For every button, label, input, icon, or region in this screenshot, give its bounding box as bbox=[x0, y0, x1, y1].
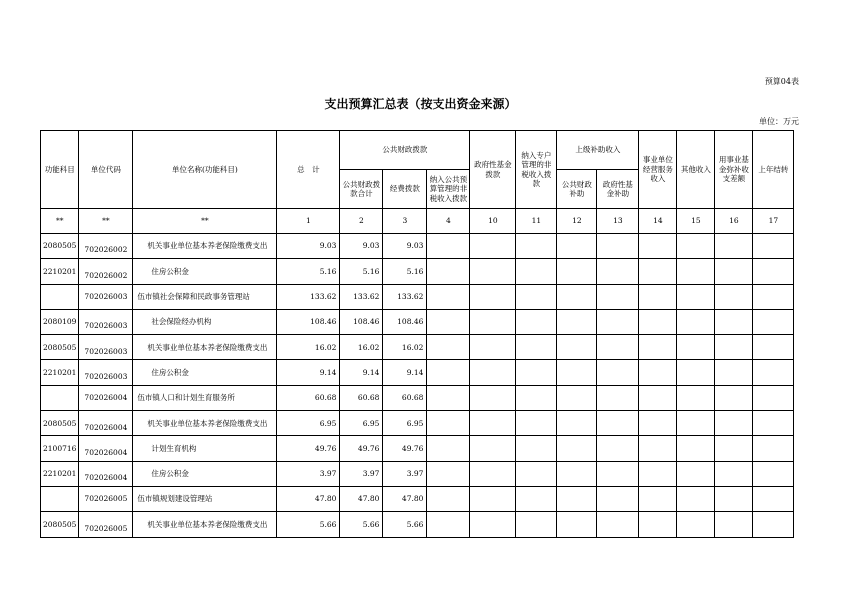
pf-total-cell: 9.14 bbox=[340, 360, 383, 385]
empty-cell bbox=[753, 335, 794, 360]
empty-cell bbox=[516, 512, 557, 537]
empty-cell bbox=[470, 461, 516, 486]
index-cell: ** bbox=[79, 209, 133, 234]
pf-total-cell: 9.03 bbox=[340, 234, 383, 259]
total-cell: 49.76 bbox=[277, 436, 340, 461]
empty-cell bbox=[677, 461, 715, 486]
unit-code-cell: 702026005 bbox=[79, 486, 133, 511]
empty-cell bbox=[470, 411, 516, 436]
header-total: 总 计 bbox=[277, 131, 340, 209]
empty-cell bbox=[427, 234, 470, 259]
funding-cell: 60.68 bbox=[383, 385, 427, 410]
empty-cell bbox=[753, 360, 794, 385]
header-business-income: 事业单位经营服务收入 bbox=[639, 131, 677, 209]
empty-cell bbox=[516, 284, 557, 309]
empty-cell bbox=[516, 335, 557, 360]
func-code-cell bbox=[41, 486, 79, 511]
header-gov-fund: 政府性基金拨款 bbox=[470, 131, 516, 209]
empty-cell bbox=[427, 512, 470, 537]
empty-cell bbox=[427, 461, 470, 486]
empty-cell bbox=[753, 259, 794, 284]
empty-cell bbox=[516, 234, 557, 259]
index-cell: 13 bbox=[597, 209, 639, 234]
empty-cell bbox=[597, 360, 639, 385]
unit-name-cell: 社会保险经办机构 bbox=[133, 309, 277, 334]
empty-cell bbox=[715, 234, 753, 259]
total-cell: 5.66 bbox=[277, 512, 340, 537]
table-row bbox=[41, 461, 794, 486]
header-pf-budget-mgmt: 纳入公共预算管理的非税收入拨款 bbox=[427, 170, 470, 209]
empty-cell bbox=[557, 335, 597, 360]
header-unit-code: 单位代码 bbox=[79, 131, 133, 209]
table-row bbox=[41, 259, 794, 284]
empty-cell bbox=[677, 360, 715, 385]
total-cell: 60.68 bbox=[277, 385, 340, 410]
header-func-code: 功能科目 bbox=[41, 131, 79, 209]
empty-cell bbox=[639, 335, 677, 360]
empty-cell bbox=[557, 512, 597, 537]
pf-total-cell: 60.68 bbox=[340, 385, 383, 410]
empty-cell bbox=[427, 309, 470, 334]
funding-cell: 5.66 bbox=[383, 512, 427, 537]
total-cell: 5.16 bbox=[277, 259, 340, 284]
empty-cell bbox=[470, 360, 516, 385]
func-code-cell: 2210201 bbox=[41, 360, 79, 385]
unit-name-cell: 伍市镇人口和计划生育服务所 bbox=[133, 385, 277, 410]
empty-cell bbox=[597, 411, 639, 436]
empty-cell bbox=[715, 436, 753, 461]
index-cell: 14 bbox=[639, 209, 677, 234]
funding-cell: 9.03 bbox=[383, 234, 427, 259]
header-pf-total: 公共财政拨款合计 bbox=[340, 170, 383, 209]
pf-total-cell: 5.66 bbox=[340, 512, 383, 537]
index-cell: 17 bbox=[753, 209, 794, 234]
empty-cell bbox=[715, 360, 753, 385]
empty-cell bbox=[597, 309, 639, 334]
empty-cell bbox=[597, 259, 639, 284]
index-cell: 15 bbox=[677, 209, 715, 234]
empty-cell bbox=[715, 461, 753, 486]
empty-cell bbox=[639, 259, 677, 284]
empty-cell bbox=[753, 234, 794, 259]
unit-name-cell: 机关事业单位基本养老保险缴费支出 bbox=[133, 335, 277, 360]
unit-name-cell: 伍市镇规划建设管理站 bbox=[133, 486, 277, 511]
pf-total-cell: 5.16 bbox=[340, 259, 383, 284]
empty-cell bbox=[639, 284, 677, 309]
empty-cell bbox=[470, 284, 516, 309]
unit-code-cell: 702026004 bbox=[79, 461, 133, 486]
index-cell: 10 bbox=[470, 209, 516, 234]
empty-cell bbox=[557, 259, 597, 284]
empty-cell bbox=[715, 259, 753, 284]
funding-cell: 108.46 bbox=[383, 309, 427, 334]
empty-cell bbox=[597, 385, 639, 410]
table-row bbox=[41, 335, 794, 360]
unit-code-cell: 702026004 bbox=[79, 411, 133, 436]
funding-cell: 16.02 bbox=[383, 335, 427, 360]
unit-code-cell: 702026004 bbox=[79, 436, 133, 461]
empty-cell bbox=[516, 360, 557, 385]
pf-total-cell: 47.80 bbox=[340, 486, 383, 511]
empty-cell bbox=[597, 284, 639, 309]
empty-cell bbox=[427, 284, 470, 309]
func-code-cell: 2080505 bbox=[41, 335, 79, 360]
header-fund-gap: 用事业基金弥补收支差额 bbox=[715, 131, 753, 209]
empty-cell bbox=[427, 486, 470, 511]
header-superior-subsidy: 上级补助收入 bbox=[557, 131, 639, 170]
header-special-nontax: 纳入专户管理的非税收入拨款 bbox=[516, 131, 557, 209]
empty-cell bbox=[470, 335, 516, 360]
empty-cell bbox=[715, 309, 753, 334]
func-code-cell: 2080505 bbox=[41, 234, 79, 259]
header-other-income: 其他收入 bbox=[677, 131, 715, 209]
unit-code-cell: 702026004 bbox=[79, 385, 133, 410]
header-sub-gov: 政府性基金补助 bbox=[597, 170, 639, 209]
func-code-cell: 2210201 bbox=[41, 461, 79, 486]
empty-cell bbox=[427, 436, 470, 461]
empty-cell bbox=[557, 486, 597, 511]
empty-cell bbox=[516, 411, 557, 436]
empty-cell bbox=[753, 461, 794, 486]
empty-cell bbox=[516, 309, 557, 334]
total-cell: 108.46 bbox=[277, 309, 340, 334]
index-cell: 4 bbox=[427, 209, 470, 234]
header-carryover: 上年结转 bbox=[753, 131, 794, 209]
empty-cell bbox=[557, 436, 597, 461]
unit-name-cell: 住房公积金 bbox=[133, 461, 277, 486]
pf-total-cell: 6.95 bbox=[340, 411, 383, 436]
total-cell: 47.80 bbox=[277, 486, 340, 511]
func-code-cell: 2210201 bbox=[41, 259, 79, 284]
func-code-cell: 2080109 bbox=[41, 309, 79, 334]
table-row bbox=[41, 411, 794, 436]
unit-code-cell: 702026005 bbox=[79, 512, 133, 537]
empty-cell bbox=[470, 385, 516, 410]
empty-cell bbox=[639, 385, 677, 410]
table-row bbox=[41, 436, 794, 461]
empty-cell bbox=[753, 385, 794, 410]
header-sub-public: 公共财政补助 bbox=[557, 170, 597, 209]
empty-cell bbox=[470, 512, 516, 537]
empty-cell bbox=[677, 284, 715, 309]
empty-cell bbox=[639, 436, 677, 461]
empty-cell bbox=[753, 512, 794, 537]
empty-cell bbox=[639, 512, 677, 537]
unit-name-cell: 机关事业单位基本养老保险缴费支出 bbox=[133, 411, 277, 436]
total-cell: 133.62 bbox=[277, 284, 340, 309]
empty-cell bbox=[516, 385, 557, 410]
empty-cell bbox=[516, 486, 557, 511]
empty-cell bbox=[597, 486, 639, 511]
empty-cell bbox=[597, 335, 639, 360]
empty-cell bbox=[677, 309, 715, 334]
unit-code-cell: 702026002 bbox=[79, 234, 133, 259]
unit-code-cell: 702026003 bbox=[79, 284, 133, 309]
index-cell: 11 bbox=[516, 209, 557, 234]
func-code-cell bbox=[41, 385, 79, 410]
empty-cell bbox=[677, 512, 715, 537]
table-row bbox=[41, 385, 794, 410]
empty-cell bbox=[516, 259, 557, 284]
budget-table bbox=[40, 130, 794, 538]
index-cell: 3 bbox=[383, 209, 427, 234]
empty-cell bbox=[715, 284, 753, 309]
empty-cell bbox=[677, 411, 715, 436]
table-row bbox=[41, 486, 794, 511]
pf-total-cell: 3.97 bbox=[340, 461, 383, 486]
table-row bbox=[41, 284, 794, 309]
funding-cell: 6.95 bbox=[383, 411, 427, 436]
table-row bbox=[41, 234, 794, 259]
empty-cell bbox=[639, 486, 677, 511]
pf-total-cell: 108.46 bbox=[340, 309, 383, 334]
unit-name-cell: 住房公积金 bbox=[133, 259, 277, 284]
empty-cell bbox=[753, 284, 794, 309]
empty-cell bbox=[516, 461, 557, 486]
empty-cell bbox=[427, 259, 470, 284]
unit-name-cell: 机关事业单位基本养老保险缴费支出 bbox=[133, 512, 277, 537]
total-cell: 3.97 bbox=[277, 461, 340, 486]
empty-cell bbox=[597, 461, 639, 486]
empty-cell bbox=[597, 234, 639, 259]
report-title: 支出预算汇总表（按支出资金来源） bbox=[324, 97, 517, 111]
header-pf-funding: 经费拨款 bbox=[383, 170, 427, 209]
empty-cell bbox=[677, 234, 715, 259]
empty-cell bbox=[427, 385, 470, 410]
form-code: 预算04表 bbox=[764, 77, 799, 86]
table-row bbox=[41, 360, 794, 385]
empty-cell bbox=[639, 411, 677, 436]
index-cell: ** bbox=[133, 209, 277, 234]
pf-total-cell: 16.02 bbox=[340, 335, 383, 360]
funding-cell: 133.62 bbox=[383, 284, 427, 309]
unit-label: 单位：万元 bbox=[759, 117, 799, 126]
empty-cell bbox=[427, 335, 470, 360]
table-row bbox=[41, 512, 794, 537]
pf-total-cell: 133.62 bbox=[340, 284, 383, 309]
empty-cell bbox=[427, 360, 470, 385]
index-cell: 16 bbox=[715, 209, 753, 234]
funding-cell: 3.97 bbox=[383, 461, 427, 486]
pf-total-cell: 49.76 bbox=[340, 436, 383, 461]
empty-cell bbox=[557, 309, 597, 334]
empty-cell bbox=[557, 234, 597, 259]
empty-cell bbox=[557, 360, 597, 385]
empty-cell bbox=[715, 486, 753, 511]
unit-code-cell: 702026003 bbox=[79, 360, 133, 385]
index-cell: 12 bbox=[557, 209, 597, 234]
empty-cell bbox=[597, 512, 639, 537]
index-cell: 2 bbox=[340, 209, 383, 234]
empty-cell bbox=[753, 309, 794, 334]
empty-cell bbox=[715, 411, 753, 436]
table-row bbox=[41, 309, 794, 334]
total-cell: 16.02 bbox=[277, 335, 340, 360]
unit-name-cell: 机关事业单位基本养老保险缴费支出 bbox=[133, 234, 277, 259]
unit-code-cell: 702026002 bbox=[79, 259, 133, 284]
empty-cell bbox=[715, 335, 753, 360]
empty-cell bbox=[639, 309, 677, 334]
funding-cell: 49.76 bbox=[383, 436, 427, 461]
empty-cell bbox=[470, 486, 516, 511]
empty-cell bbox=[639, 360, 677, 385]
func-code-cell: 2080505 bbox=[41, 512, 79, 537]
empty-cell bbox=[597, 436, 639, 461]
empty-cell bbox=[677, 335, 715, 360]
empty-cell bbox=[715, 512, 753, 537]
empty-cell bbox=[557, 461, 597, 486]
total-cell: 9.03 bbox=[277, 234, 340, 259]
empty-cell bbox=[677, 385, 715, 410]
empty-cell bbox=[753, 486, 794, 511]
index-cell: ** bbox=[41, 209, 79, 234]
empty-cell bbox=[715, 385, 753, 410]
func-code-cell bbox=[41, 284, 79, 309]
header-unit-name: 单位名称(功能科目) bbox=[133, 131, 277, 209]
empty-cell bbox=[557, 284, 597, 309]
empty-cell bbox=[427, 411, 470, 436]
empty-cell bbox=[753, 436, 794, 461]
empty-cell bbox=[677, 259, 715, 284]
empty-cell bbox=[470, 436, 516, 461]
empty-cell bbox=[677, 486, 715, 511]
empty-cell bbox=[639, 234, 677, 259]
unit-code-cell: 702026003 bbox=[79, 309, 133, 334]
empty-cell bbox=[557, 411, 597, 436]
empty-cell bbox=[516, 436, 557, 461]
index-cell: 1 bbox=[277, 209, 340, 234]
empty-cell bbox=[639, 461, 677, 486]
funding-cell: 9.14 bbox=[383, 360, 427, 385]
unit-name-cell: 伍市镇社会保障和民政事务管理站 bbox=[133, 284, 277, 309]
func-code-cell: 2100716 bbox=[41, 436, 79, 461]
header-public-fiscal: 公共财政拨款 bbox=[340, 131, 470, 170]
funding-cell: 5.16 bbox=[383, 259, 427, 284]
total-cell: 9.14 bbox=[277, 360, 340, 385]
unit-name-cell: 计划生育机构 bbox=[133, 436, 277, 461]
unit-code-cell: 702026003 bbox=[79, 335, 133, 360]
empty-cell bbox=[753, 411, 794, 436]
total-cell: 6.95 bbox=[277, 411, 340, 436]
funding-cell: 47.80 bbox=[383, 486, 427, 511]
empty-cell bbox=[557, 385, 597, 410]
func-code-cell: 2080505 bbox=[41, 411, 79, 436]
empty-cell bbox=[470, 309, 516, 334]
empty-cell bbox=[470, 259, 516, 284]
empty-cell bbox=[470, 234, 516, 259]
unit-name-cell: 住房公积金 bbox=[133, 360, 277, 385]
empty-cell bbox=[677, 436, 715, 461]
